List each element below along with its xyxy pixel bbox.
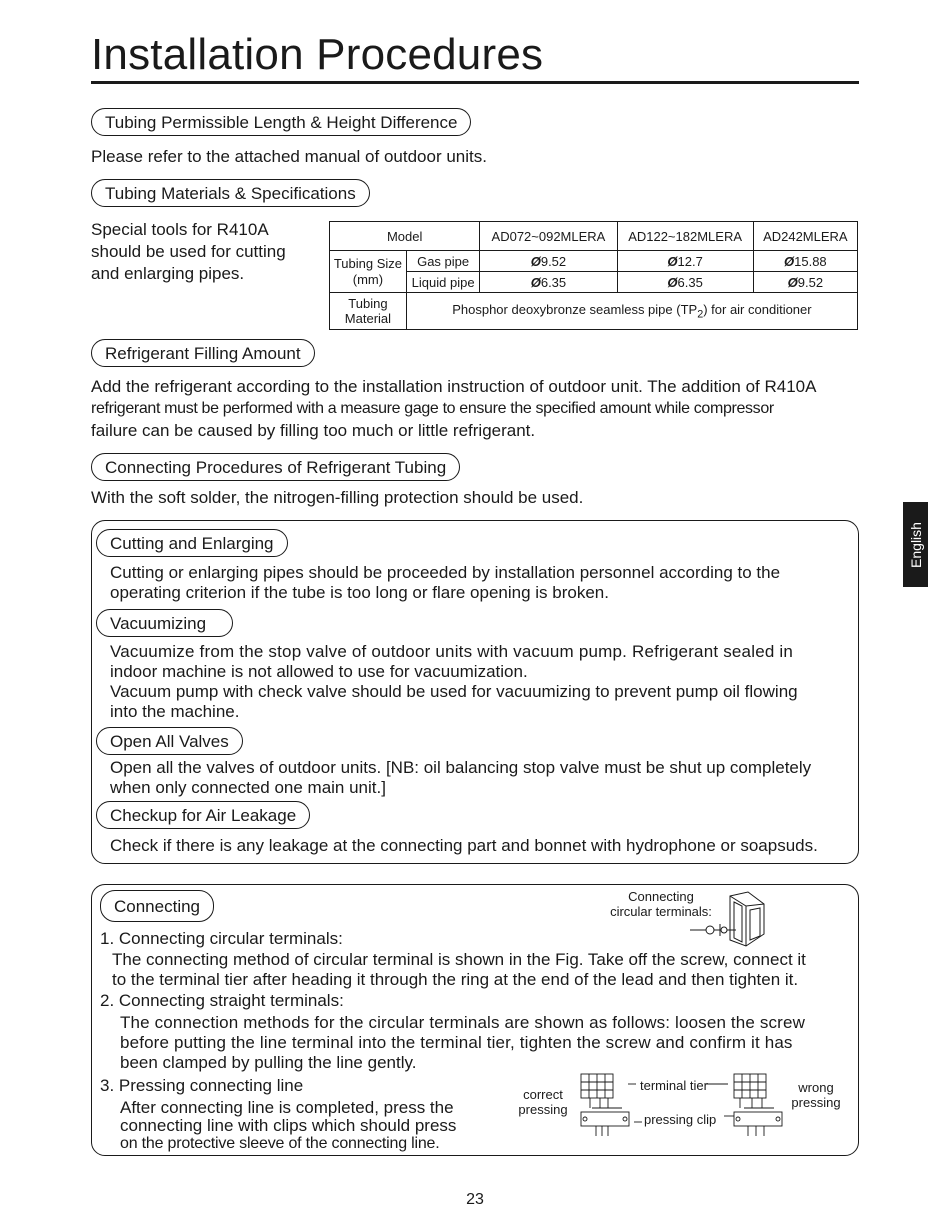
- item3-line-1: After connecting line is completed, press the: [120, 1098, 454, 1117]
- item1-line-2: to the terminal tier after heading it through the ring at the end of the lead and then tighten it.: [112, 970, 799, 989]
- table-header-model-1: AD072~092MLERA: [480, 222, 617, 251]
- title-rule: [91, 81, 859, 84]
- table-label-gas: Gas pipe: [406, 251, 480, 272]
- filling-line-2: refrigerant must be performed with a measure gage to ensure the specified amount while compressor: [91, 400, 774, 417]
- item2-line-3: been clamped by pulling the line gently.: [120, 1053, 417, 1072]
- vacuum-line-1: Vacuumize from the stop valve of outdoor units with vacuum pump. Refrigerant sealed in: [110, 642, 794, 661]
- table-label-liquid: Liquid pipe: [406, 272, 480, 293]
- tubing-spec-table: [329, 221, 858, 330]
- heading-cutting: Cutting and Enlarging: [96, 529, 288, 557]
- circular-terminal-figure: [690, 890, 770, 948]
- filling-line-1: Add the refrigerant according to the installation instruction of outdoor unit. The addition of R410A: [91, 377, 817, 396]
- filling-line-3: failure can be caused by filling too much or little refrigerant.: [91, 421, 536, 440]
- heading-valves: Open All Valves: [96, 727, 243, 755]
- leakage-line-1: Check if there is any leakage at the connecting part and bonnet with hydrophone or soapsuds.: [110, 836, 818, 855]
- section-heading-filling: Refrigerant Filling Amount: [91, 339, 315, 367]
- pressing-figure: [578, 1072, 788, 1142]
- vacuum-line-3: Vacuum pump with check valve should be used for vacuumizing to prevent pump oil flowing: [110, 682, 798, 701]
- cutting-line-2: operating criterion if the tube is too long or flare opening is broken.: [110, 583, 609, 602]
- section-heading-connecting-procedures: Connecting Procedures of Refrigerant Tubing: [91, 453, 460, 481]
- section-heading-length: Tubing Permissible Length & Height Difference: [91, 108, 471, 136]
- table-label-material: Tubing Material: [330, 293, 407, 330]
- section-text-connecting-procedures: With the soft solder, the nitrogen-filling protection should be used.: [91, 488, 584, 507]
- table-header-model: Model: [330, 222, 480, 251]
- fig-label-terminal-tier: terminal tier: [640, 1078, 708, 1093]
- table-cell-gas-3: Ø15.88: [753, 251, 857, 272]
- language-tab-label: English: [907, 521, 924, 568]
- table-header-model-2: AD122~182MLERA: [617, 222, 753, 251]
- table-cell-liquid-2: Ø6.35: [617, 272, 753, 293]
- item1-title: 1. Connecting circular terminals:: [100, 929, 343, 948]
- section-text-length: Please refer to the attached manual of outdoor units.: [91, 147, 487, 166]
- special-tools-note: Special tools for R410A should be used for cutting and enlarging pipes.: [91, 220, 286, 283]
- cutting-line-1: Cutting or enlarging pipes should be proceeded by installation personnel according to the: [110, 563, 781, 582]
- item3-line-3: on the protective sleeve of the connecting line.: [120, 1135, 440, 1152]
- table-label-tubing-size: Tubing Size (mm): [330, 251, 407, 293]
- valves-line-2: when only connected one main unit.]: [110, 778, 386, 797]
- vacuum-line-2: indoor machine is not allowed to use for vacuumization.: [110, 662, 528, 681]
- item2-title: 2. Connecting straight terminals:: [100, 991, 344, 1010]
- fig-label-correct: correct pressing: [518, 1087, 568, 1117]
- table-header-model-3: AD242MLERA: [753, 222, 857, 251]
- item3-title: 3. Pressing connecting line: [100, 1076, 304, 1095]
- heading-vacuum: Vacuumizing: [96, 609, 233, 637]
- valves-line-1: Open all the valves of outdoor units. [NB: oil balancing stop valve must be shut up completely: [110, 758, 812, 777]
- heading-leakage: Checkup for Air Leakage: [96, 801, 310, 829]
- vacuum-line-4: into the machine.: [110, 702, 240, 721]
- page-number: 23: [466, 1191, 484, 1208]
- fig-label-wrong: wrong pressing: [791, 1080, 841, 1110]
- item2-line-1: The connection methods for the circular terminals are shown as follows: loosen the screw: [120, 1013, 806, 1032]
- section-heading-materials: Tubing Materials & Specifications: [91, 179, 370, 207]
- fig-label-pressing-clip: pressing clip: [644, 1112, 717, 1127]
- table-cell-gas-2: Ø12.7: [617, 251, 753, 272]
- item3-line-2: connecting line with clips which should press: [120, 1116, 457, 1135]
- item2-line-2: before putting the line terminal into the terminal tier, tighten the screw and confirm it has: [120, 1033, 793, 1052]
- table-cell-liquid-3: Ø9.52: [753, 272, 857, 293]
- heading-connecting: Connecting: [100, 890, 214, 922]
- table-cell-liquid-1: Ø6.35: [480, 272, 617, 293]
- item1-line-1: The connecting method of circular terminal is shown in the Fig. Take off the screw, connect it: [112, 950, 806, 969]
- table-cell-material: Phosphor deoxybronze seamless pipe $(TP_2)$ for air conditioner: [406, 293, 857, 330]
- figure-caption-circular: Connecting circular terminals:: [610, 889, 712, 919]
- language-tab: [903, 502, 928, 587]
- table-cell-gas-1: Ø9.52: [480, 251, 617, 272]
- page-title: Installation Procedures: [91, 30, 544, 79]
